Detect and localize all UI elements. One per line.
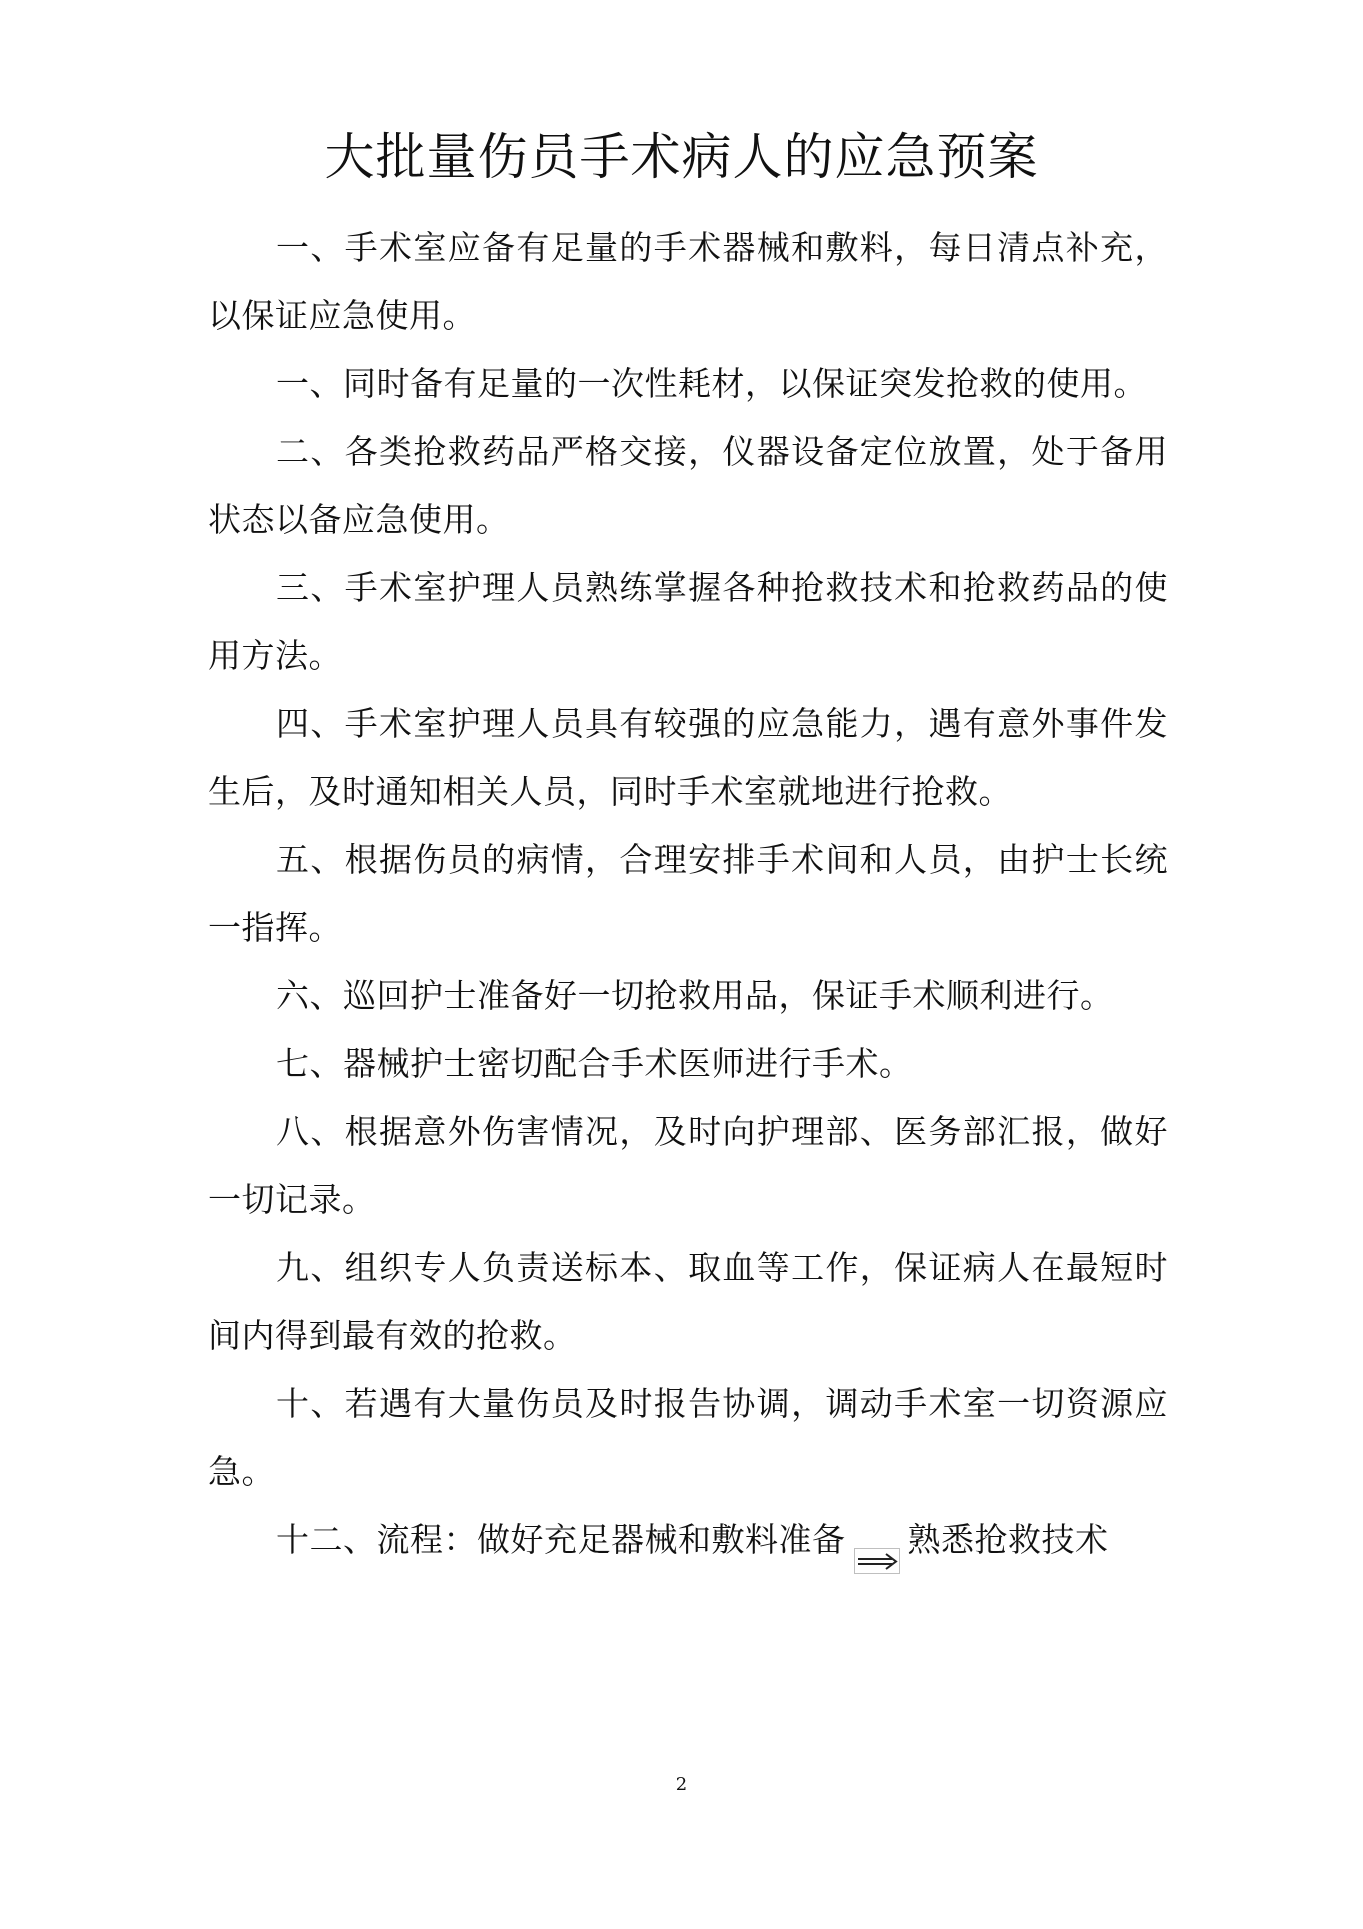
paragraph-2: 一、同时备有足量的一次性耗材，以保证突发抢救的使用。: [276, 364, 1147, 403]
flow-prefix: 十二、流程：做好充足器械和敷料准备: [276, 1520, 846, 1559]
paragraph-5: 四、手术室护理人员具有较强的应急能力，遇有意外事件发生后，及时通知相关人员，同时手术室就地进行抢救。: [208, 704, 1168, 811]
paragraph-4: 三、手术室护理人员熟练掌握各种抢救技术和抢救药品的使用方法。: [208, 568, 1168, 675]
paragraph-7: 六、巡回护士准备好一切抢救用品，保证手术顺利进行。: [276, 976, 1114, 1015]
flow-paragraph: [208, 1506, 1168, 1574]
paragraph-9: 八、根据意外伤害情况，及时向护理部、医务部汇报，做好一切记录。: [208, 1112, 1168, 1219]
document-body: [208, 214, 1168, 1574]
document-title: 大批量伤员手术病人的应急预案: [324, 128, 1039, 186]
paragraph-11: 十、若遇有大量伤员及时报告协调，调动手术室一切资源应急。: [208, 1384, 1168, 1491]
flow-suffix: 熟悉抢救技术: [907, 1520, 1109, 1559]
paragraph-6: 五、根据伤员的病情，合理安排手术间和人员，由护士长统一指挥。: [208, 840, 1168, 947]
paragraph-1: 一、手术室应备有足量的手术器械和敷料，每日清点补充，以保证应急使用。: [208, 228, 1168, 335]
paragraph-3: 二、各类抢救药品严格交接，仪器设备定位放置，处于备用状态以备应急使用。: [208, 432, 1168, 539]
paragraph-10: 九、组织专人负责送标本、取血等工作，保证病人在最短时间内得到最有效的抢救。: [208, 1248, 1168, 1355]
right-arrow-icon: [854, 1529, 900, 1555]
paragraph-8: 七、器械护士密切配合手术医师进行手术。: [276, 1044, 913, 1083]
page-number: 2: [675, 1774, 688, 1795]
